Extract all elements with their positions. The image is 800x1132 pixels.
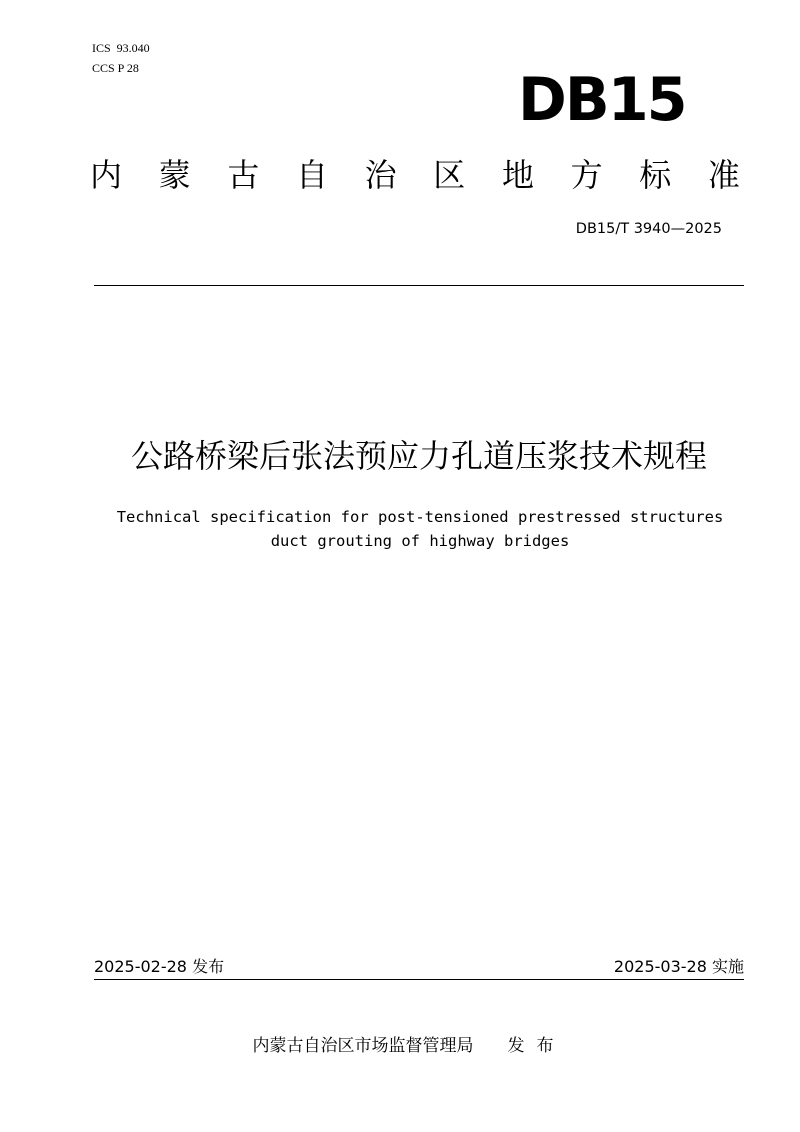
ics-code: ICS 93.040 bbox=[92, 41, 150, 55]
title-english-line1: Technical specification for post-tensioned prestressed structures bbox=[116, 508, 724, 526]
standard-number: DB15/T 3940—2025 bbox=[575, 221, 722, 237]
classification-codes bbox=[92, 38, 150, 78]
category-char: 内 bbox=[90, 156, 123, 194]
issuer-action: 发布 bbox=[507, 1036, 566, 1056]
title-english bbox=[60, 505, 780, 553]
top-divider bbox=[94, 285, 744, 286]
category-char: 地 bbox=[501, 156, 534, 194]
category-char: 方 bbox=[570, 156, 603, 194]
category-char: 区 bbox=[433, 156, 466, 194]
db15-logo: DB15 bbox=[518, 65, 686, 135]
title-chinese: 公路桥梁后张法预应力孔道压浆技术规程 bbox=[130, 437, 707, 475]
title-english-line2: duct grouting of highway bridges bbox=[270, 532, 570, 550]
implementation-date: 2025-03-28 实施 bbox=[613, 957, 744, 976]
category-char: 自 bbox=[295, 156, 328, 194]
category-char: 古 bbox=[227, 156, 260, 194]
bottom-divider bbox=[94, 979, 744, 980]
standard-category bbox=[90, 152, 740, 198]
issuer-line bbox=[0, 1034, 800, 1058]
issuer-name: 内蒙古自治区市场监督管理局 bbox=[252, 1036, 474, 1056]
issue-date: 2025-02-28 发布 bbox=[94, 957, 225, 976]
category-char: 治 bbox=[364, 156, 397, 194]
category-char: 准 bbox=[707, 156, 740, 194]
ccs-code: CCS P 28 bbox=[92, 61, 139, 75]
category-char: 蒙 bbox=[158, 156, 191, 194]
category-char: 标 bbox=[639, 156, 672, 194]
